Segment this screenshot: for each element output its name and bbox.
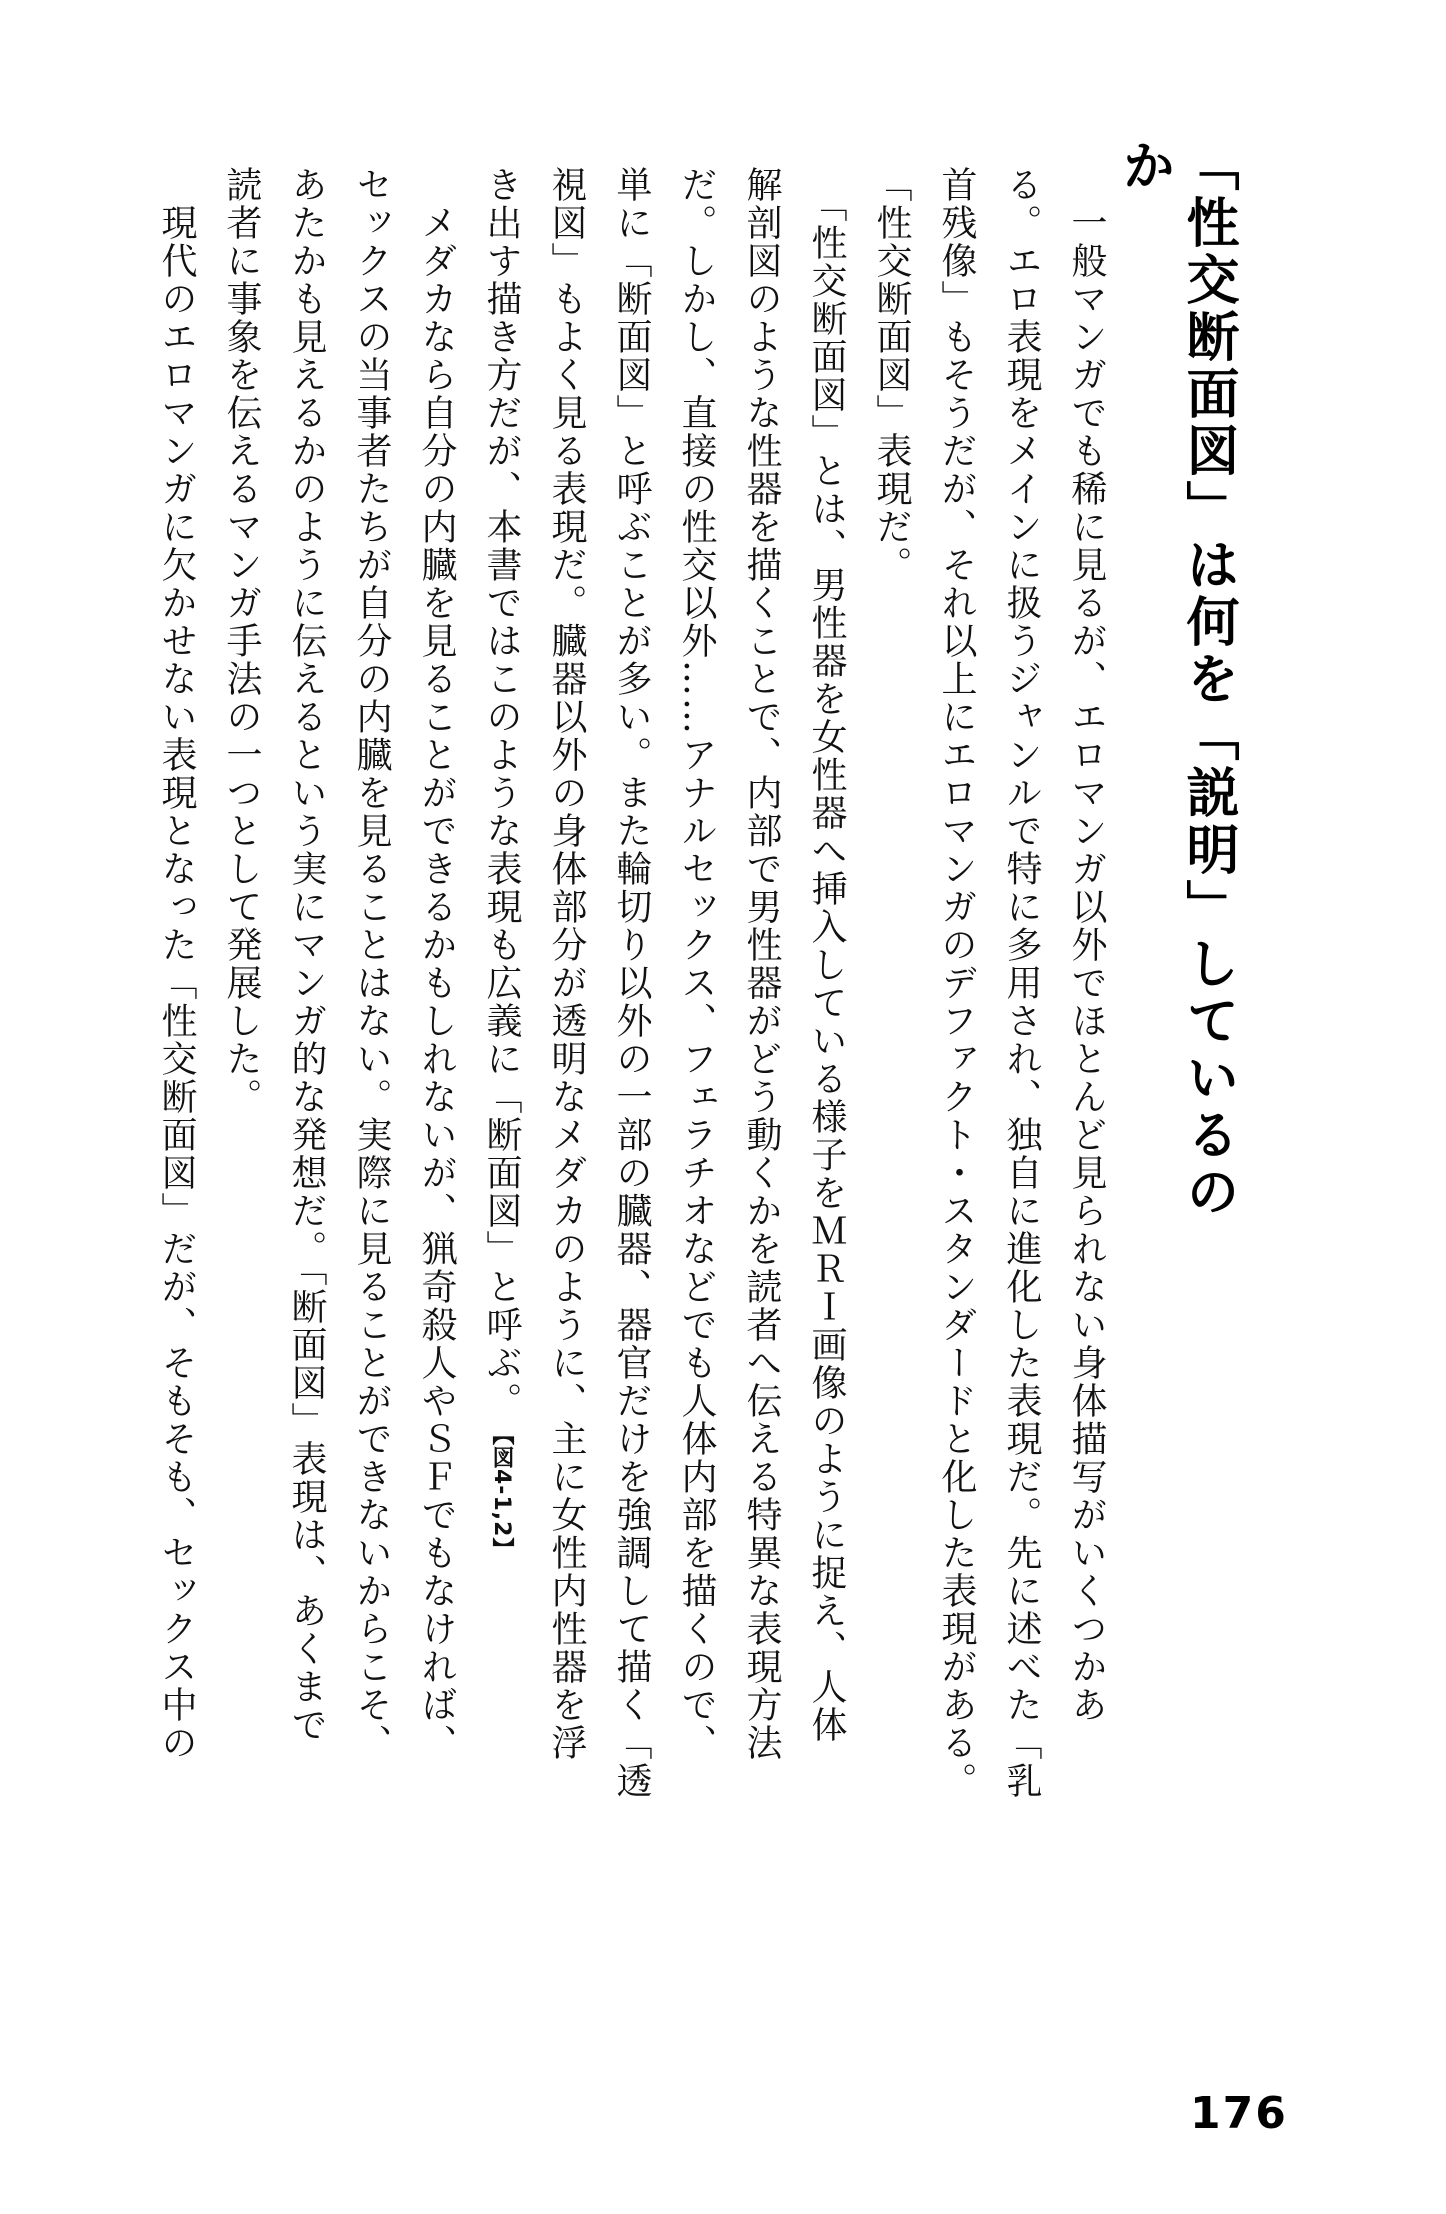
text-line: セックスの当事者たちが自分の内臓を見ることはない。実際に見ることができないからこそ、 [351, 166, 392, 1762]
text-line: 「性交断面図」とは、男性器を女性器へ挿入している様子をＭＲＩ画像のように捉え、人体 [806, 166, 847, 1744]
page-number: 176 [1190, 2088, 1288, 2139]
figure-reference: 【図4-1,2】 [489, 1434, 514, 1561]
text-line: き出す描き方だが、本書ではこのような表現も広義に「断面図」と呼ぶ。 [481, 166, 522, 1420]
text-line: あたかも見えるかのように伝えるという実にマンガ的な発想だ。「断面図」表現は、あくまで [286, 166, 327, 1744]
text-line: 現代のエロマンガに欠かせない表現となった「性交断面図」だが、そもそも、セックス中の [156, 166, 197, 1762]
section-title: 「性交断面図」は何を「説明」しているのか [1114, 138, 1239, 1221]
text-line-with-figure-ref [469, 166, 534, 1706]
body-text [144, 166, 1119, 1800]
text-line: 読者に事象を伝えるマンガ手法の一つとして発展した。 [221, 166, 262, 1116]
text-line: メダカなら自分の内臓を見ることができるかもしれないが、猟奇殺人やＳＦでもなければ、 [416, 166, 457, 1762]
text-line: る。エロ表現をメインに扱うジャンルで特に多用され、独自に進化した表現だ。先に述べた「乳 [1001, 166, 1042, 1800]
text-line: 「性交断面図」表現だ。 [871, 166, 912, 584]
text-line: 一般マンガでも稀に見るが、エロマンガ以外でほとんど見られない身体描写がいくつかあ [1066, 166, 1107, 1724]
text-line: 首残像」もそうだが、それ以上にエロマンガのデファクト・スタンダードと化した表現がある。 [936, 166, 977, 1800]
text-line: 視図」もよく見る表現だ。臓器以外の身体部分が透明なメダカのように、主に女性内性器を浮 [546, 166, 587, 1762]
text-line: 単に「断面図」と呼ぶことが多い。また輪切り以外の一部の臓器、器官だけを強調して描く「透 [611, 166, 652, 1800]
text-line: だ。しかし、直接の性交以外……アナルセックス、フェラチオなどでも人体内部を描くので、 [676, 166, 717, 1762]
text-line: 解剖図のような性器を描くことで、内部で男性器がどう動くかを読者へ伝える特異な表現方法 [741, 166, 782, 1762]
